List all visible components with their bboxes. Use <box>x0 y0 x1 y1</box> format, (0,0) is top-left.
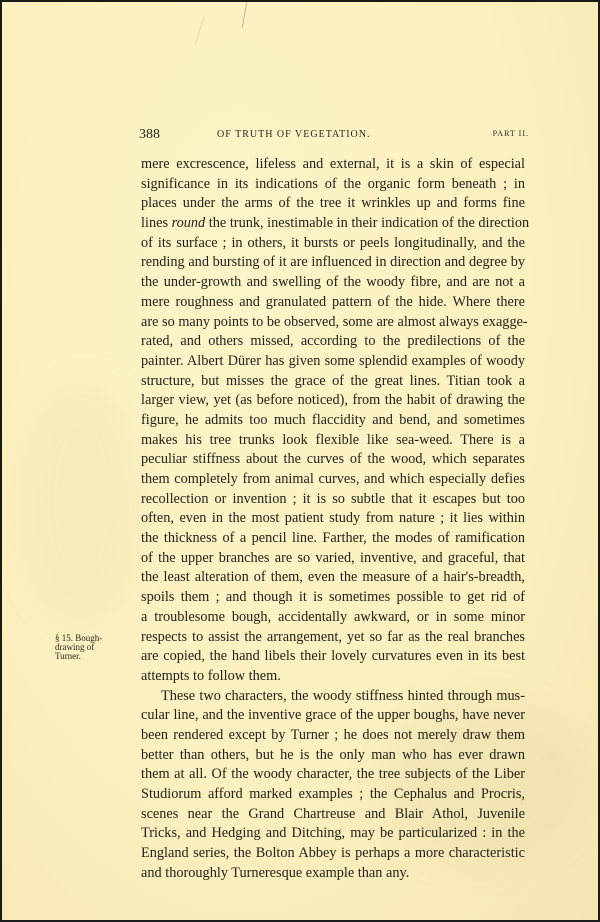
text-line: rending and bursting of it are influenced in direction and degree by <box>141 254 525 271</box>
body-text <box>141 155 530 883</box>
text-line: mere roughness and granulated pattern of the hide. Where there <box>141 293 525 310</box>
text-line: peculiar stiffness about the curves of the wood, which separates <box>141 451 525 468</box>
text-line: often, even in the most patient study from nature ; it lies within <box>141 510 525 527</box>
text-line: places under the arms of the tree it wrinkles up and forms fine <box>141 195 525 212</box>
text-line: spoils them ; and though it is sometimes possible to get rid of <box>141 589 525 606</box>
text-line: been rendered except by Turner ; he does not merely draw them <box>141 726 525 743</box>
book-page <box>2 2 598 920</box>
text-line: are copied, the hand libels their lovely curvatures even in its best <box>141 648 525 665</box>
marginal-note-line: drawing of <box>55 642 95 652</box>
italic-word: round <box>171 215 206 232</box>
part-label: PART II. <box>492 129 529 138</box>
text-line: them completely from animal curves, and which especially defies <box>141 471 525 487</box>
text-line: respects to assist the arrangement, yet so far as the real branches <box>141 628 525 645</box>
text-line: of the upper branches are so varied, inventive, and graceful, that <box>141 549 525 566</box>
text-line: Studiorum afford marked examples ; the Cephalus and Procris, <box>141 786 525 802</box>
text-line: lines round the trunk, inestimable in their indication of the direction <box>141 215 530 232</box>
text-line: mere excrescence, lifeless and external, it is a skin of especial <box>141 156 525 172</box>
text-line: them at all. Of the woody character, the tree subjects of the Liber <box>141 766 525 783</box>
text-line: painter. Albert Dürer has given some splendid examples of woody <box>141 352 525 369</box>
paper-stain <box>22 382 142 622</box>
text-line: significance in its indications of the organic form beneath ; in <box>141 175 525 192</box>
page-number: 388 <box>139 127 160 142</box>
text-line: scenes near the Grand Chartreuse and Blair Athol, Juvenile <box>141 805 525 822</box>
text-line: makes his tree trunks look flexible like sea-weed. There is a <box>141 431 525 448</box>
text-line: rated, and others missed, according to the predilections of the <box>141 333 525 350</box>
text-line: the under-growth and swelling of the woody fibre, and are not a <box>141 274 525 291</box>
text-line: Tricks, and Hedging and Ditching, may be particularized : in the <box>141 825 525 842</box>
marginal-note-line: § 15. Bough- <box>55 633 103 643</box>
text-line: better than others, but he is the only man who has ever drawn <box>141 746 525 763</box>
text-line: and thoroughly Turneresque example than any. <box>141 864 410 881</box>
text-line: the least alteration of them, even the measure of a hair's-breadth, <box>141 569 525 586</box>
text-line: figure, he admits too much flaccidity and bend, and sometimes <box>141 411 525 428</box>
marginal-note <box>55 634 115 661</box>
marginal-note-line: Turner. <box>55 651 81 661</box>
text-line: These two characters, the woody stiffness hinted through mus- <box>161 687 525 704</box>
text-line: recollection or invention ; it is so subtle that it escapes but too <box>141 490 525 507</box>
text-line: the thickness of a pencil line. Farther, the modes of ramification <box>141 530 525 547</box>
text-line: are so many points to be observed, some are almost always exagge- <box>141 313 528 330</box>
text-line: larger view, yet (as before noticed), from the habit of drawing the <box>141 392 525 409</box>
text-line: attempts to follow them. <box>141 667 281 684</box>
text-line: structure, but misses the grace of the great lines. Titian took a <box>141 372 525 389</box>
text-line: cular line, and the inventive grace of the upper boughs, have never <box>141 707 525 724</box>
paper-scratch <box>242 2 247 28</box>
text-line: a troublesome bough, accidentally awkward, or in some minor <box>141 608 525 625</box>
running-title: OF TRUTH OF VEGETATION. <box>217 129 371 140</box>
running-head <box>139 127 529 143</box>
paper-scratch <box>194 17 204 46</box>
text-line: of its surface ; in others, it bursts or peels longitudinally, and the <box>141 234 525 251</box>
text-line: England series, the Bolton Abbey is perhaps a more characteristic <box>141 845 525 862</box>
